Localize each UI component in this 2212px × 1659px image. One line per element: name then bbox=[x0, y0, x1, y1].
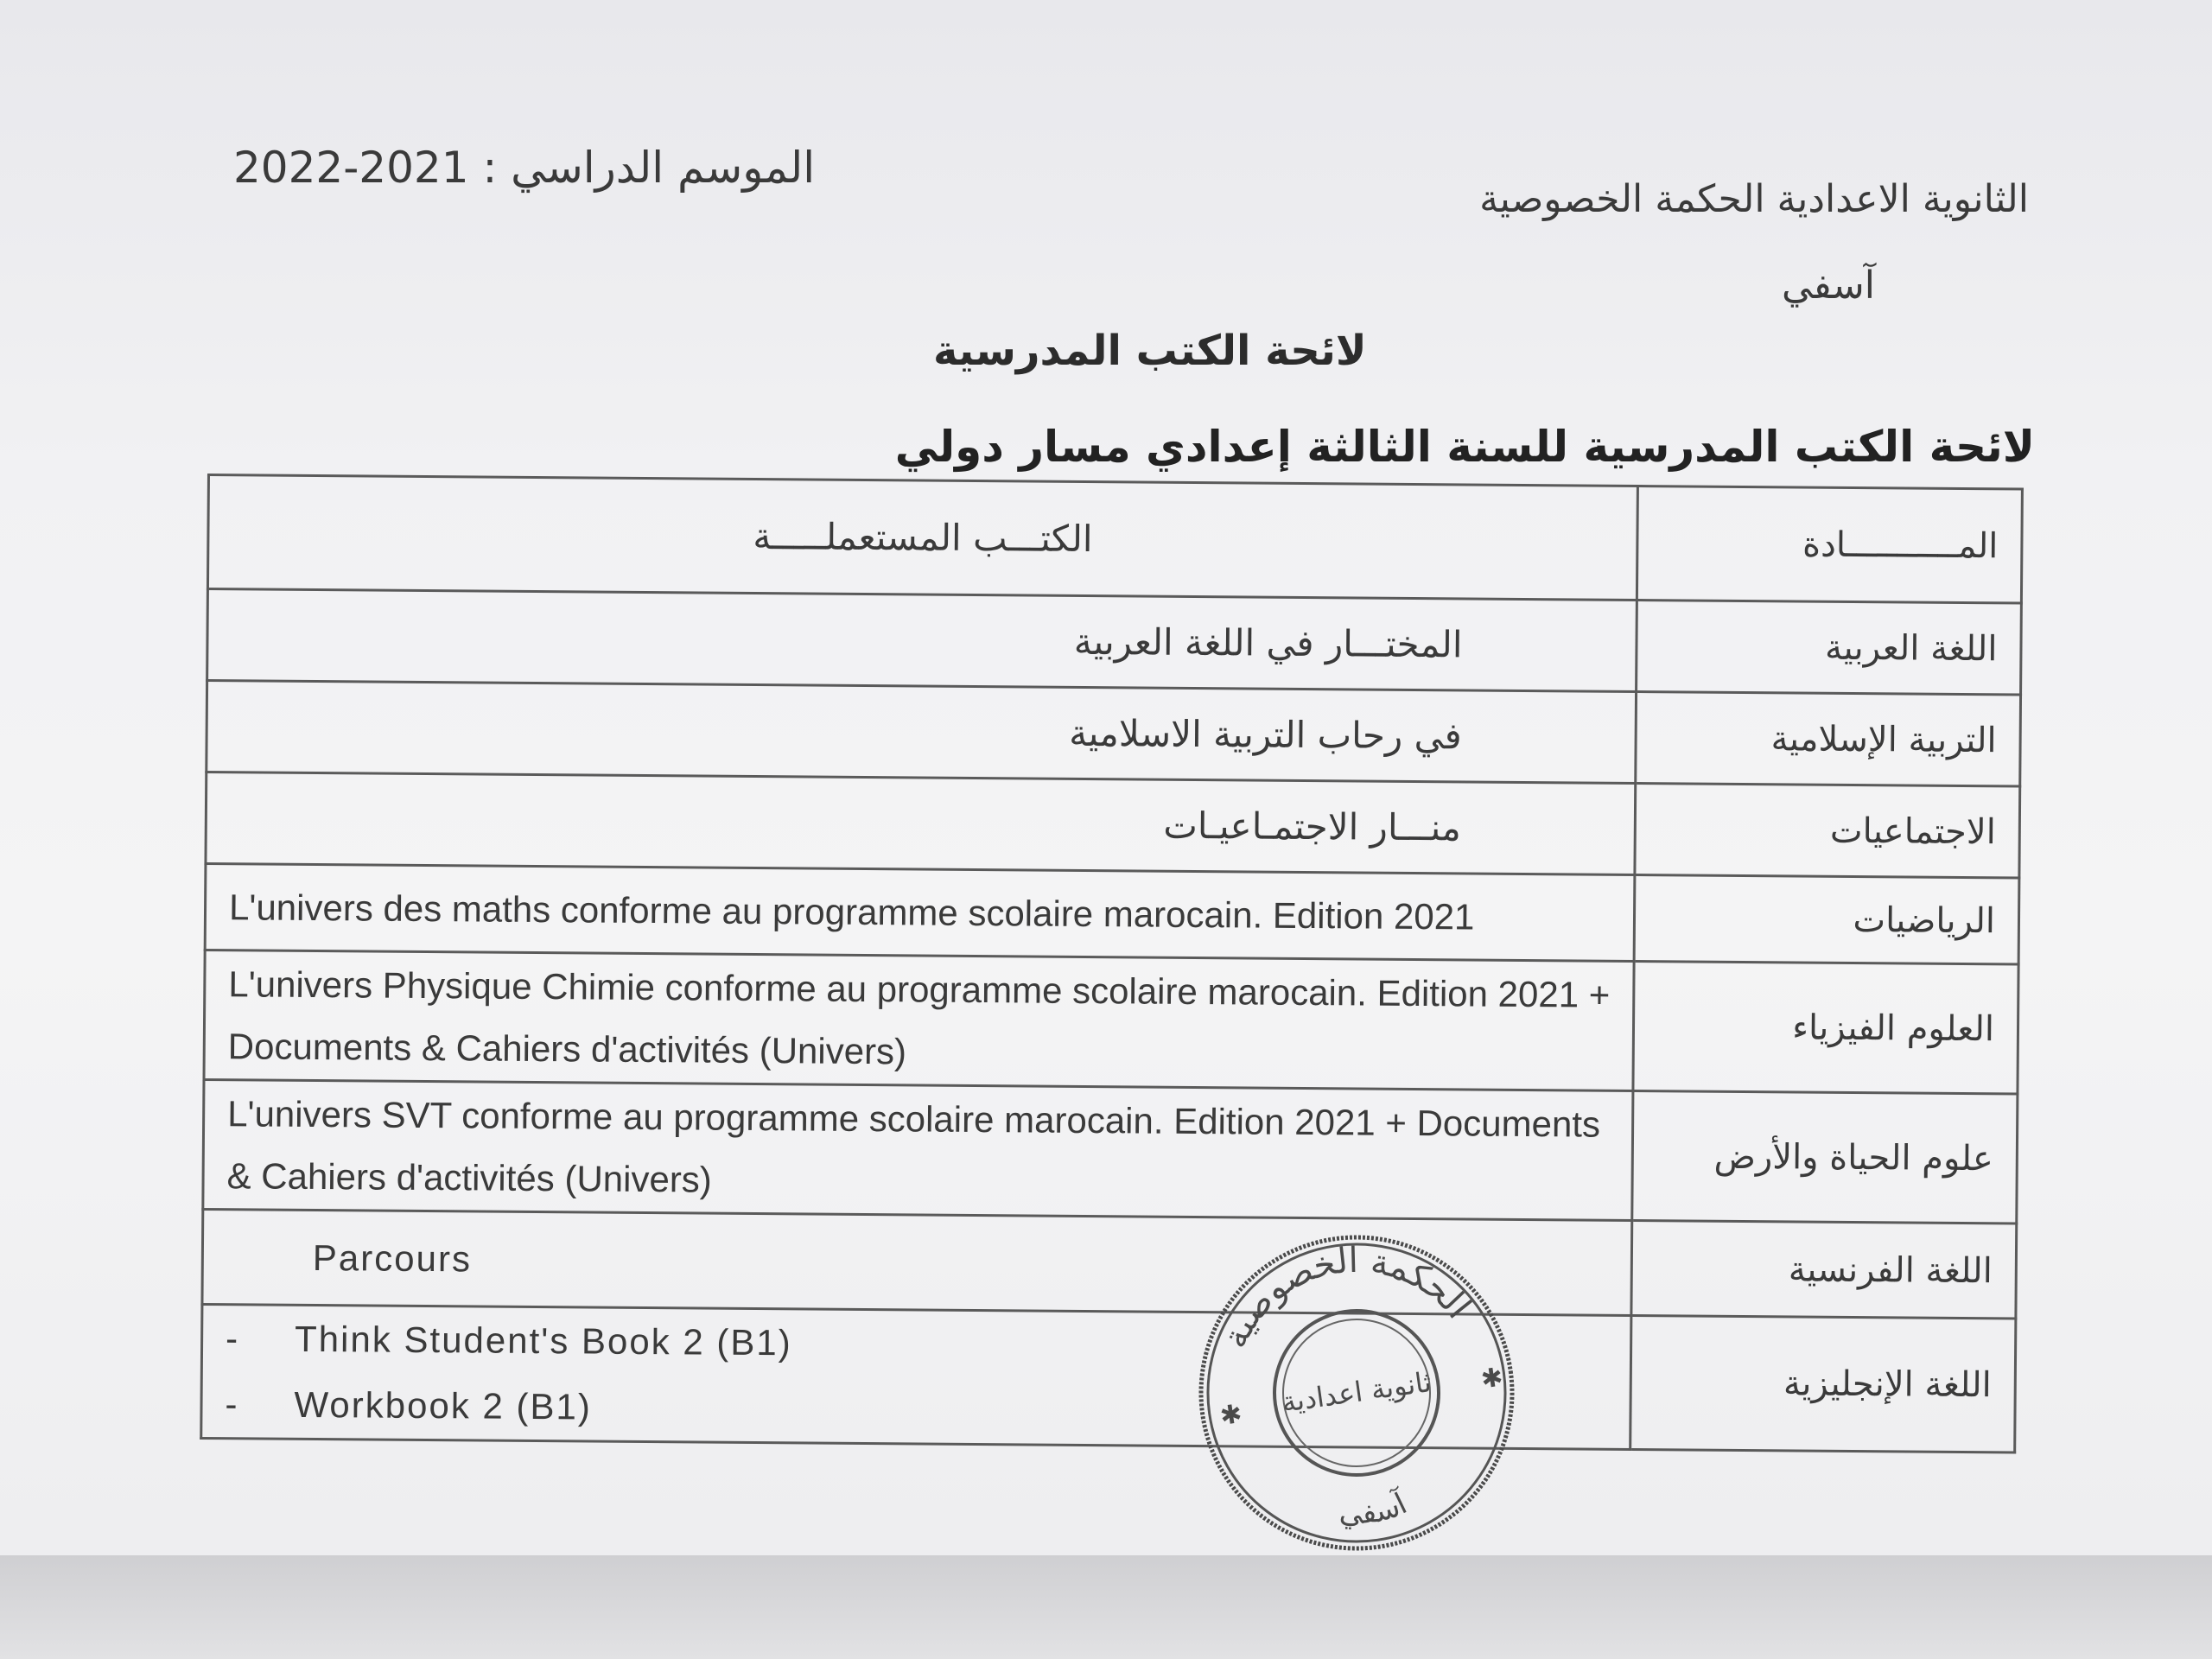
subject-cell: علوم الحياة والأرض bbox=[1632, 1090, 2018, 1223]
table-row bbox=[206, 772, 2020, 878]
table-row bbox=[205, 863, 2019, 963]
book-cell: المختـــار في اللغة العربية bbox=[207, 589, 1637, 692]
book-title-line: & Cahiers d'activités (Univers) bbox=[226, 1154, 712, 1200]
list-bullet: - bbox=[225, 1383, 239, 1425]
table-row bbox=[203, 1079, 2018, 1223]
book-cell bbox=[203, 1079, 1633, 1220]
table-header-row bbox=[207, 475, 2022, 603]
book-title-line: L'univers SVT conforme au programme scolaire marocain. Edition 2021 + Documents bbox=[227, 1092, 1601, 1145]
table-surface bbox=[0, 1555, 2212, 1659]
school-season: الموسم الدراسي : 2021-2022 bbox=[233, 143, 816, 193]
list-bullet: - bbox=[225, 1318, 240, 1359]
stamp-star-icon: ✱ bbox=[1217, 1398, 1244, 1433]
book-cell bbox=[205, 863, 1635, 961]
table-row bbox=[204, 950, 2018, 1093]
subject-cell: العلوم الفيزياء bbox=[1633, 961, 2018, 1093]
stamp-bottom-text: آسفي bbox=[1338, 1486, 1413, 1532]
book-title: L'univers des maths conforme au programme scolaire marocain. Edition 2021 bbox=[228, 886, 1475, 938]
book-title: Parcours bbox=[312, 1236, 473, 1279]
stamp-star-icon: ✱ bbox=[1478, 1362, 1505, 1395]
stamp-inner-text: ثانوية اعدادية bbox=[1279, 1365, 1433, 1419]
document-title: لائحة الكتب المدرسية bbox=[933, 327, 1367, 375]
city-name: آسفي bbox=[1781, 264, 1875, 308]
subject-cell: الرياضيات bbox=[1634, 874, 2019, 963]
subject-cell: الاجتماعيات bbox=[1635, 783, 2020, 877]
header-subject: المـــــــــــادة bbox=[1637, 486, 2022, 603]
header-books: الكتـــب المستعملـــــة bbox=[207, 475, 1637, 601]
book-cell bbox=[204, 950, 1634, 1090]
table-row bbox=[207, 589, 2022, 695]
school-stamp bbox=[1163, 1206, 1551, 1580]
school-name: الثانوية الاعدادية الحكمة الخصوصية bbox=[1479, 177, 2029, 221]
book-cell: في رحاب التربية الاسلامية bbox=[207, 681, 1637, 784]
table-row bbox=[201, 1304, 2016, 1452]
book-title: Workbook 2 (B1) bbox=[294, 1383, 593, 1427]
subject-cell: اللغة الإنجليزية bbox=[1630, 1315, 2016, 1452]
subject-cell: اللغة العربية bbox=[1637, 600, 2022, 694]
book-title-line: L'univers Physique Chimie conforme au programme scolaire marocain. Edition 2021 + bbox=[228, 963, 1611, 1015]
document-subtitle: لائحة الكتب المدرسية للسنة الثالثة إعدادي مسار دولي bbox=[894, 422, 2035, 472]
subject-cell: التربية الإسلامية bbox=[1636, 691, 2021, 785]
book-title: Think Student's Book 2 (B1) bbox=[294, 1318, 792, 1363]
table-row bbox=[207, 681, 2021, 786]
books-table bbox=[200, 474, 2024, 1453]
table-row bbox=[202, 1209, 2017, 1318]
subject-cell: اللغة الفرنسية bbox=[1631, 1220, 2017, 1318]
book-title-line: Documents & Cahiers d'activités (Univers) bbox=[227, 1025, 907, 1071]
stamp-outer-text: الحكمة الخصوصية bbox=[1214, 1240, 1478, 1355]
book-cell: منـــار الاجتمـاعيـات bbox=[206, 772, 1636, 875]
